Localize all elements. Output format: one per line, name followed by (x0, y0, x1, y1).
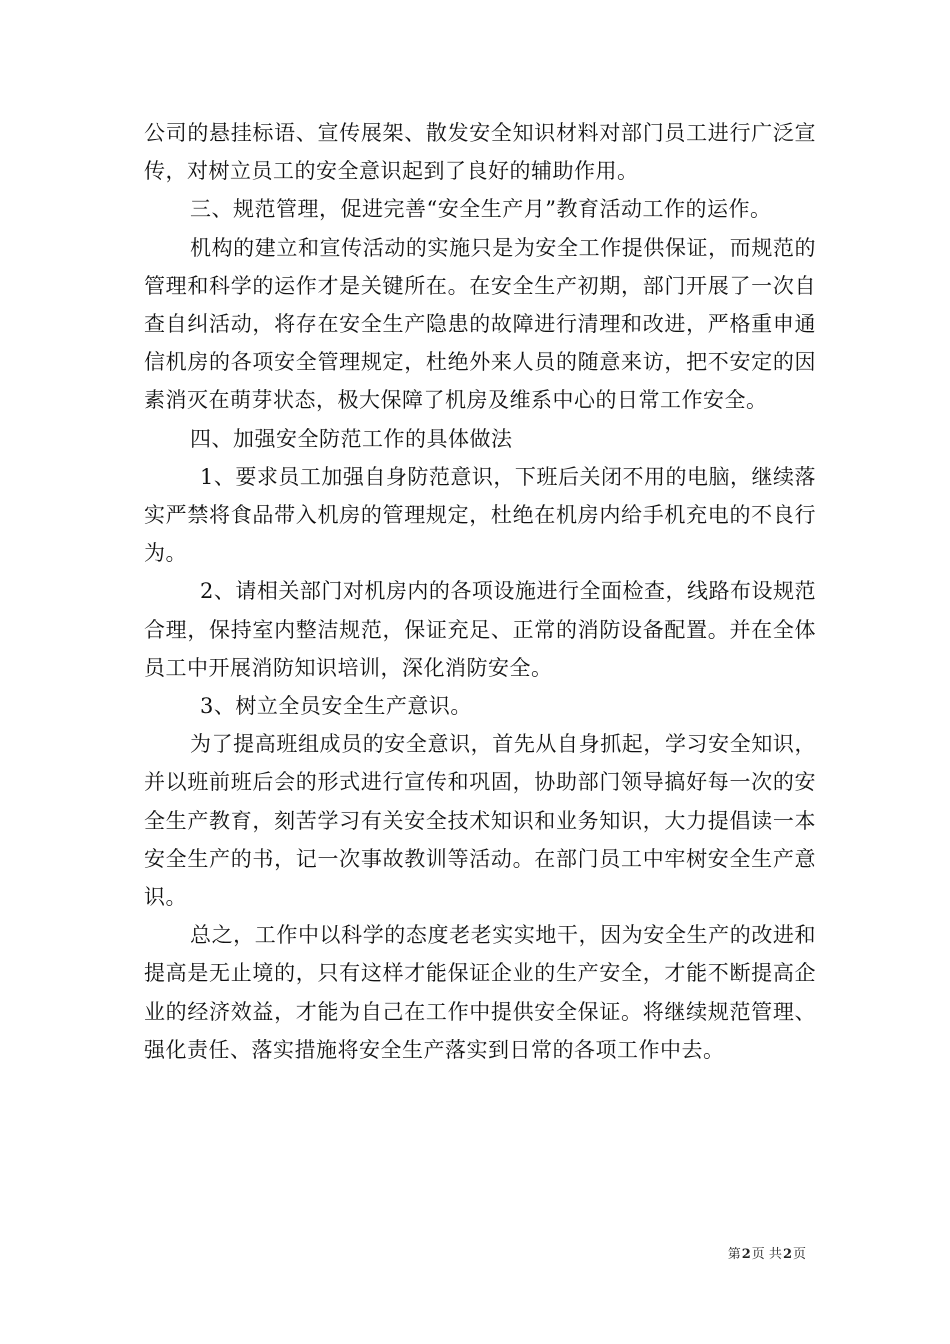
document-body (144, 114, 816, 1069)
paragraph-awareness: 为了提高班组成员的安全意识，首先从自身抓起，学习安全知识，并以班前班后会的形式进行宣传和巩固，协助部门领导搞好每一次的安全生产教育，刻苦学习有关安全技术知识和业务知识，大力提倡读一本安全生产的书，记一次事故教训等活动。在部门员工中牢树安全生产意识。 (144, 732, 816, 910)
list-item-1: 1、要求员工加强自身防范意识，下班后关闭不用的电脑，继续落实严禁将食品带入机房的管理规定，杜绝在机房内给手机充电的不良行为。 (144, 464, 816, 566)
paragraph-continuation: 公司的悬挂标语、宣传展架、散发安全知识材料对部门员工进行广泛宣传，对树立员工的安全意识起到了良好的辅助作用。 (144, 121, 816, 184)
footer-prefix: 第 (727, 1247, 741, 1262)
page-number-footer (728, 1246, 806, 1264)
footer-middle: 页 共 (751, 1247, 782, 1262)
section-heading-3: 三、规范管理，促进完善“安全生产月”教育活动工作的运作。 (190, 197, 772, 222)
paragraph-conclusion: 总之，工作中以科学的态度老老实实地干，因为安全生产的改进和提高是无止境的，只有这样才能保证企业的生产安全，才能不断提高企业的经济效益，才能为自己在工作中提供安全保证。将继续规范管理、强化责任、落实措施将安全生产落实到日常的各项工作中去。 (144, 923, 816, 1062)
current-page-number: 2 (741, 1247, 751, 1262)
paragraph-management: 机构的建立和宣传活动的实施只是为安全工作提供保证，而规范的管理和科学的运作才是关键所在。在安全生产初期，部门开展了一次自查自纠活动，将存在安全生产隐患的故障进行清理和改进，严格重申通信机房的各项安全管理规定，杜绝外来人员的随意来访，把不安定的因素消灭在萌芽状态，极大保障了机房及维系中心的日常工作安全。 (144, 235, 816, 413)
footer-suffix: 页 (792, 1247, 806, 1262)
section-heading-4: 四、加强安全防范工作的具体做法 (190, 426, 513, 451)
list-item-2: 2、请相关部门对机房内的各项设施进行全面检查，线路布设规范合理，保持室内整洁规范，保证充足、正常的消防设备配置。并在全体员工中开展消防知识培训，深化消防安全。 (144, 579, 816, 680)
list-item-3: 3、树立全员安全生产意识。 (200, 694, 472, 719)
total-page-number: 2 (782, 1247, 792, 1262)
